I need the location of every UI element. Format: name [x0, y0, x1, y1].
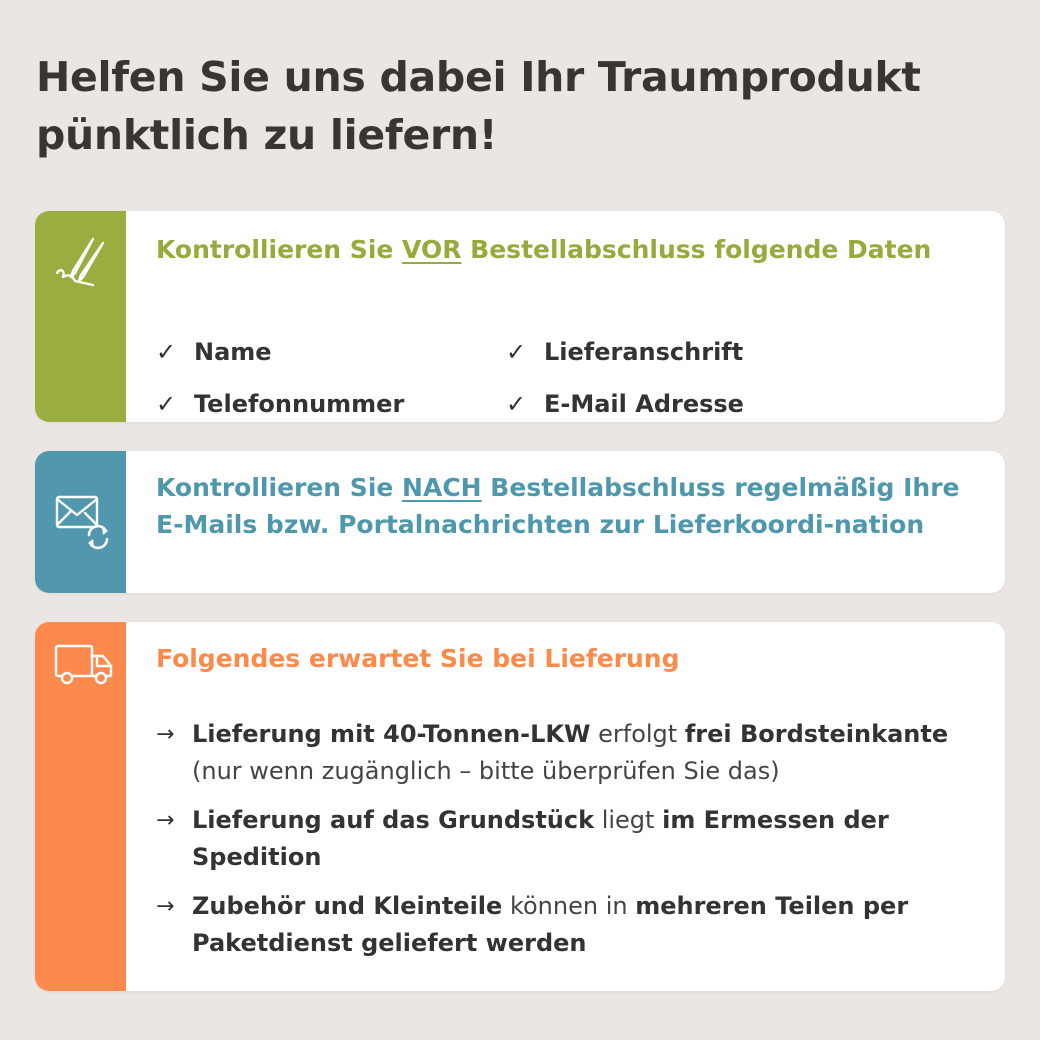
arrow-right-icon: → [156, 722, 175, 747]
normal-text: können in [502, 892, 636, 920]
card-before-order [35, 211, 1005, 422]
delivery-info-list [156, 716, 976, 974]
list-item-label: Name [194, 338, 272, 366]
list-item [506, 335, 856, 369]
page-headline: Helfen Sie uns dabei Ihr Traumprodukt pünktlich zu liefern! [36, 53, 921, 159]
card-title [156, 469, 975, 543]
card-delivery-info [35, 622, 1005, 991]
checkmark-icon: ✓ [506, 338, 527, 366]
title-text: Kontrollieren Sie [156, 235, 403, 264]
bold-text: Lieferung auf das Grundstück [192, 806, 595, 834]
list-item-label: Telefonnummer [194, 390, 405, 418]
card-after-order [35, 451, 1005, 593]
bold-text: frei Bordsteinkante [684, 720, 949, 748]
arrow-right-icon: → [156, 894, 175, 919]
card-strip-blue [35, 451, 126, 593]
checkmark-icon: ✓ [156, 338, 177, 366]
title-text-rest: Bestellabschluss folgende Daten [461, 235, 932, 264]
list-item [156, 387, 506, 421]
arrow-right-icon: → [156, 808, 175, 833]
normal-text: (nur wenn zugänglich – bitte überprüfen Sie das) [192, 757, 780, 785]
card-strip-orange [35, 622, 126, 991]
title-text-rest: Bestellabschluss regelmäßig Ihre E-Mails bzw. Portalnachrichten zur Lieferkoordi-nation [156, 473, 960, 539]
checkmark-icon: ✓ [506, 390, 527, 418]
title-emphasis: NACH [402, 473, 482, 502]
bold-text: im Ermessen der Spedition [192, 806, 889, 871]
list-item [156, 802, 976, 876]
list-item-text [192, 888, 976, 962]
data-checklist [156, 335, 856, 421]
card-strip-green [35, 211, 126, 422]
bold-text: mehreren Teilen per Paketdienst geliefert werden [192, 892, 909, 957]
checkmark-icon: ✓ [156, 390, 177, 418]
title-emphasis: VOR [402, 235, 462, 264]
normal-text: liegt [594, 806, 663, 834]
list-item [506, 387, 856, 421]
list-item-label: E-Mail Adresse [544, 390, 744, 418]
normal-text: erfolgt [590, 720, 685, 748]
bold-text: Lieferung mit 40-Tonnen-LKW [192, 720, 591, 748]
list-item-text [192, 802, 976, 876]
delivery-truck-icon [53, 640, 115, 690]
list-item [156, 888, 976, 962]
mail-refresh-icon [53, 491, 115, 553]
card-title: Folgendes erwartet Sie bei Lieferung [156, 644, 680, 673]
bold-text: Zubehör und Kleinteile [192, 892, 503, 920]
pen-writing-icon [53, 233, 113, 293]
list-item [156, 335, 506, 369]
list-item-label: Lieferanschrift [544, 338, 744, 366]
list-item [156, 716, 976, 790]
title-text: Kontrollieren Sie [156, 473, 403, 502]
card-title [156, 231, 985, 268]
list-item-text [192, 716, 976, 790]
